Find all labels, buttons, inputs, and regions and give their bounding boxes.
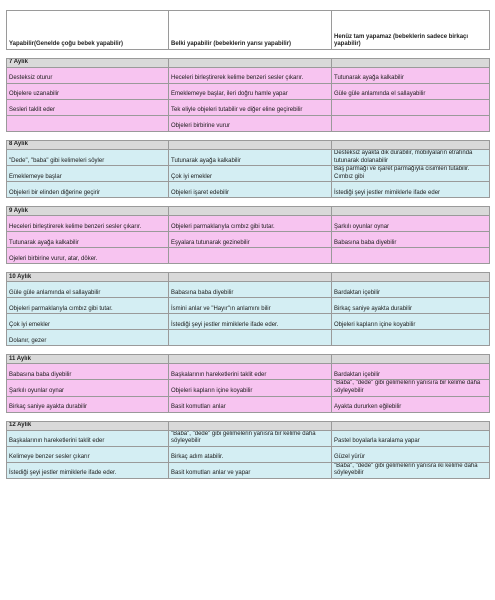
- section-title-filler: [332, 207, 490, 216]
- spacer-cell: [7, 198, 169, 207]
- table-cell: [332, 116, 490, 132]
- table-cell: Bardaktan içebilir: [332, 364, 490, 380]
- table-row: [7, 396, 490, 412]
- table-cell: Objeleri kapların içine koyabilir: [332, 314, 490, 330]
- table-row: [7, 216, 490, 232]
- table-row: [7, 232, 490, 248]
- milestone-table: [6, 10, 490, 479]
- header-col-may-do: Belki yapabilir (bebeklerin yarısı yapabilir): [169, 11, 332, 50]
- table-cell: [332, 100, 490, 116]
- table-cell: İstediği şeyi jestler mimiklerle ifade eder.: [7, 462, 169, 478]
- table-cell: Objeleri işaret edebilir: [169, 182, 332, 198]
- table-cell: Çok iyi emekler: [7, 314, 169, 330]
- table-cell: Babasına baba diyebilir: [7, 364, 169, 380]
- spacer-cell: [7, 264, 169, 273]
- table-cell: İstediği şeyi jestler mimiklerle ifade eder.: [169, 314, 332, 330]
- section-spacer: [7, 198, 490, 207]
- table-cell: Basit komutları anlar ve yapar: [169, 462, 332, 478]
- table-cell: "Dede", "baba" gibi kelimeleri söyler: [7, 150, 169, 166]
- section-title-filler: [332, 273, 490, 282]
- table-row: [7, 100, 490, 116]
- table-row: [7, 314, 490, 330]
- spacer-cell: [7, 346, 169, 355]
- section-title-filler: [332, 421, 490, 430]
- table-row: [7, 150, 490, 166]
- spacer-cell: [169, 50, 332, 59]
- table-cell: Babasına baba diyebilir: [332, 232, 490, 248]
- table-cell: Basit komutları anlar: [169, 396, 332, 412]
- table-cell: Heceleri birleştirerek kelime benzeri sesler çıkarır.: [169, 68, 332, 84]
- table-cell: Ojeleri birbirine vurur, atar, döker.: [7, 248, 169, 264]
- table-cell: Objeleri bir elinden diğerine geçirir: [7, 182, 169, 198]
- table-cell: Bardaktan içebilir: [332, 282, 490, 298]
- table-cell: Güzel yürür: [332, 446, 490, 462]
- table-cell: [7, 116, 169, 132]
- table-cell: Desteksiz ayakta dik durabilir, mobilyaların etrafında tutunarak dolanabilir: [332, 150, 490, 166]
- section-title-filler: [332, 141, 490, 150]
- table-body: [7, 11, 490, 479]
- section-title: 7 Aylık: [7, 59, 169, 68]
- spacer-cell: [332, 346, 490, 355]
- section-title-filler: [169, 59, 332, 68]
- spacer-cell: [169, 132, 332, 141]
- table-cell: Objeleri parmaklarıyla cımbız gibi tutar.: [7, 298, 169, 314]
- table-cell: [332, 248, 490, 264]
- table-row: [7, 298, 490, 314]
- section-title: 9 Aylık: [7, 207, 169, 216]
- section-title-filler: [169, 207, 332, 216]
- section-title-row: [7, 141, 490, 150]
- table-row: [7, 330, 490, 346]
- table-row: [7, 84, 490, 100]
- spacer-cell: [169, 412, 332, 421]
- table-cell: Başkalarının hareketlerini taklit eder: [7, 430, 169, 446]
- table-cell: Desteksiz oturur: [7, 68, 169, 84]
- table-row: [7, 462, 490, 478]
- table-cell: Sesleri taklit eder: [7, 100, 169, 116]
- header-col-can-do: Yapabilir(Genelde çoğu bebek yapabilir): [7, 11, 169, 50]
- table-cell: Güle güle anlamında el sallayabilir: [332, 84, 490, 100]
- table-cell: İsmini anlar ve "Hayır"ın anlamını bilir: [169, 298, 332, 314]
- table-cell: Tek eliyle objeleri tutabilir ve diğer eline geçirebilir: [169, 100, 332, 116]
- table-cell: Başkalarının hareketlerini taklit eder: [169, 364, 332, 380]
- section-title-filler: [169, 141, 332, 150]
- table-cell: Objelere uzanabilir: [7, 84, 169, 100]
- spacer-cell: [169, 264, 332, 273]
- table-cell: [169, 248, 332, 264]
- section-spacer: [7, 412, 490, 421]
- section-spacer: [7, 132, 490, 141]
- table-cell: Eşyalara tutunarak gezinebilir: [169, 232, 332, 248]
- section-title-row: [7, 421, 490, 430]
- section-title-row: [7, 207, 490, 216]
- table-cell: Tutunarak ayağa kalkabilir: [169, 150, 332, 166]
- section-title-filler: [169, 273, 332, 282]
- section-title-row: [7, 59, 490, 68]
- table-row: [7, 248, 490, 264]
- section-title: 11 Aylık: [7, 355, 169, 364]
- table-cell: [332, 330, 490, 346]
- section-title-filler: [332, 59, 490, 68]
- table-cell: Objeleri birbirine vurur: [169, 116, 332, 132]
- table-cell: Güle güle anlamında el sallayabilir: [7, 282, 169, 298]
- spacer-cell: [169, 346, 332, 355]
- table-cell: İstediği şeyi jestler mimiklerle ifade eder: [332, 182, 490, 198]
- table-row: [7, 182, 490, 198]
- table-cell: Emeklemeye başlar: [7, 166, 169, 182]
- spacer-cell: [7, 132, 169, 141]
- section-spacer: [7, 346, 490, 355]
- section-title-filler: [169, 355, 332, 364]
- table-cell: Dolanır, gezer: [7, 330, 169, 346]
- header-row: [7, 11, 490, 50]
- table-cell: Kelimeye benzer sesler çıkarır: [7, 446, 169, 462]
- table-row: [7, 380, 490, 396]
- section-title: 12 Aylık: [7, 421, 169, 430]
- table-cell: "Baba", "dede" gibi gelimelerin yanısra iki kelime daha söyleyebilir: [332, 462, 490, 478]
- table-row: [7, 282, 490, 298]
- section-title-row: [7, 355, 490, 364]
- spacer-cell: [7, 50, 169, 59]
- header-col-cannot-yet: Henüz tam yapamaz (bebeklerin sadece birkaçı yapabilir): [332, 11, 490, 50]
- spacer-cell: [332, 412, 490, 421]
- spacer-cell: [332, 264, 490, 273]
- section-spacer: [7, 264, 490, 273]
- section-title-filler: [332, 355, 490, 364]
- table-row: [7, 364, 490, 380]
- spacer-cell: [332, 50, 490, 59]
- table-cell: Tutunarak ayağa kalkabilir: [7, 232, 169, 248]
- table-cell: Babasına baba diyebilir: [169, 282, 332, 298]
- table-cell: Tutunarak ayağa kalkabilir: [332, 68, 490, 84]
- section-title: 8 Aylık: [7, 141, 169, 150]
- section-spacer: [7, 50, 490, 59]
- table-cell: "Baba", "dede" gibi gelimelerin yanısıra bir kelime daha söyleyebilir: [332, 380, 490, 396]
- spacer-cell: [332, 198, 490, 207]
- table-cell: Objeleri kapların içine koyabilir: [169, 380, 332, 396]
- table-cell: Heceleri birleştirerek kelime benzeri sesler çıkarır.: [7, 216, 169, 232]
- table-cell: Baş parmağı ve işaret parmağıyla cisimleri tutabilir. Cımbız gibi: [332, 166, 490, 182]
- table-row: [7, 116, 490, 132]
- spacer-cell: [332, 132, 490, 141]
- milestone-table-container: [6, 10, 489, 479]
- table-row: [7, 430, 490, 446]
- table-cell: "Baba", "dede" gibi gelimelerin yanısra bir kelime daha söyleyebilir: [169, 430, 332, 446]
- table-cell: Şarkılı oyunlar oynar: [7, 380, 169, 396]
- table-row: [7, 68, 490, 84]
- table-cell: Birkaç saniye ayakta durabilir: [332, 298, 490, 314]
- spacer-cell: [7, 412, 169, 421]
- table-cell: Şarkılı oyunlar oynar: [332, 216, 490, 232]
- table-cell: Objeleri parmaklarıyla cımbız gibi tutar.: [169, 216, 332, 232]
- spacer-cell: [169, 198, 332, 207]
- section-title: 10 Aylık: [7, 273, 169, 282]
- table-cell: Birkaç saniye ayakta durabilir: [7, 396, 169, 412]
- section-title-filler: [169, 421, 332, 430]
- table-cell: [169, 330, 332, 346]
- table-cell: Ayakta dururken eğilebilir: [332, 396, 490, 412]
- table-cell: Birkaç adım atabilir.: [169, 446, 332, 462]
- section-title-row: [7, 273, 490, 282]
- table-cell: Çok iyi emekler: [169, 166, 332, 182]
- table-cell: Pastel boyalarla karalama yapar: [332, 430, 490, 446]
- table-row: [7, 166, 490, 182]
- table-row: [7, 446, 490, 462]
- table-cell: Emeklemeye başlar, ileri doğru hamle yapar: [169, 84, 332, 100]
